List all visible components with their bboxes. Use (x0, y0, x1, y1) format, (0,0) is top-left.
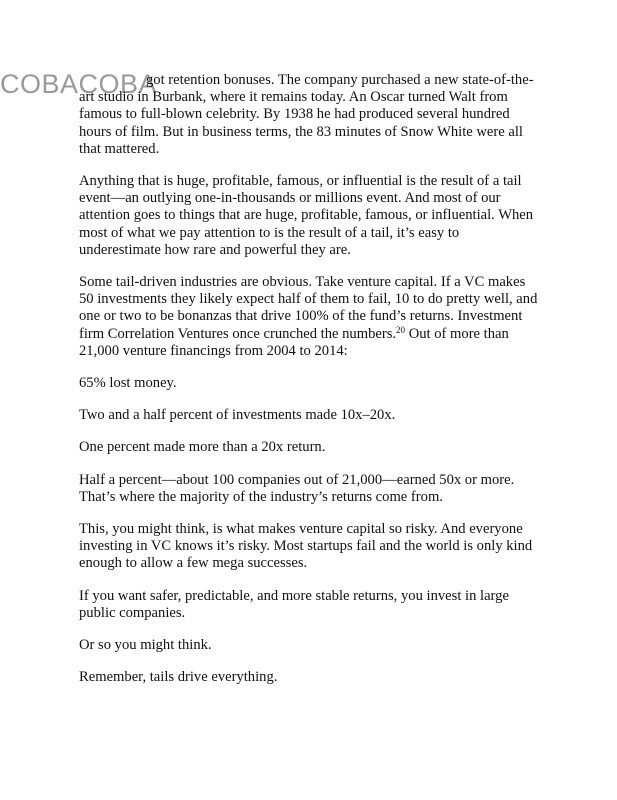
paragraph-4: 65% lost money. (79, 375, 177, 392)
paragraph-10: Or so you might think. (79, 637, 212, 654)
paragraph-1 (79, 72, 539, 158)
paragraph-1-text: got retention bonuses. The company purchased a new state-of-the-art studio in Burbank, where it remains today. An Oscar turned Walt from famous to full-blown celebrity. By 1938 he had produced several hundred hours of film. But in business terms, the 83 minutes of Snow White were all that mattered. (79, 72, 534, 157)
paragraph-3-text: Some tail-driven industries are obvious. Take venture capital. If a VC makes 50 investments they likely expect half of them to fail, 10 to do pretty well, and one or two to be bonanzas that drive 100% of the fund’s returns. Investment firm Correlation Ventures once crunched the numbers. (79, 274, 538, 342)
paragraph-3-tail: Out of more than 21,000 venture financings from 2004 to 2014: (79, 325, 509, 359)
paragraph-8: This, you might think, is what makes venture capital so risky. And everyone investing in VC knows it’s risky. Most startups fail and the world is only kind enough to allow a few mega successes. (79, 521, 533, 572)
paragraph-6: One percent made more than a 20x return. (79, 439, 326, 456)
paragraph-7: Half a percent—about 100 companies out of 21,000—earned 50x or more. That’s where the majority of the industry’s returns come from. (79, 471, 515, 505)
footnote-reference[interactable]: 20 (396, 324, 406, 335)
paragraph-9: If you want safer, predictable, and more stable returns, you invest in large public companies. (79, 587, 509, 621)
paragraph-11: Remember, tails drive everything. (79, 669, 278, 686)
paragraph-2: Anything that is huge, profitable, famous, or influential is the result of a tail event—an outlying one-in-thousands or millions event. And most of our attention goes to things that are huge, profitable, famous, or influential. When most of what we pay attention to is the result of a tail, it’s easy to underestimate how rare and powerful they are. (79, 173, 534, 258)
watermark-text: COBACOBA (0, 69, 158, 99)
paragraph-3 (79, 274, 539, 360)
paragraph-5: Two and a half percent of investments made 10x–20x. (79, 407, 396, 424)
page-body (79, 72, 539, 701)
